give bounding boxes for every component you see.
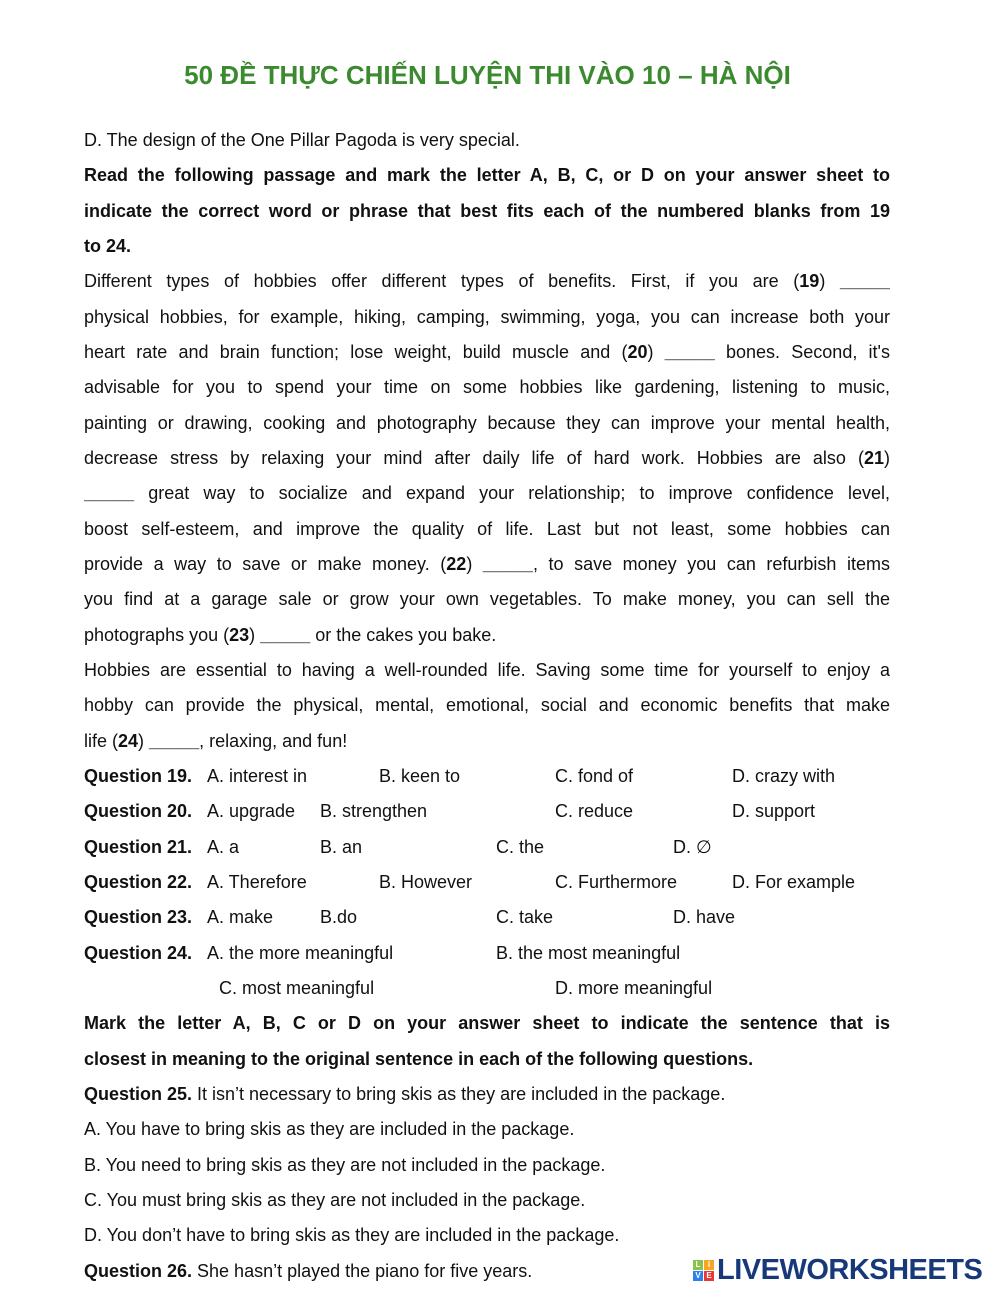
option-d[interactable]: D. You don’t have to bring skis as they are included in the package. [84,1225,620,1246]
answer-blank[interactable]: _____ [482,553,533,574]
passage-line [84,370,890,405]
passage-text: physical hobbies, for example, hiking, camping, swimming, yoga, you can increase both your [84,306,890,327]
option-c[interactable]: C. the [496,836,545,857]
passage-text: life ( [84,730,119,751]
question-text: It isn’t necessary to bring skis as they are included in the package. [192,1083,726,1104]
option-a[interactable]: A. upgrade [207,801,296,822]
option-a[interactable]: A. You have to bring skis as they are included in the package. [84,1119,575,1140]
passage-text: decrease stress by relaxing your mind after daily life of hard work. Hobbies are also ( [84,447,864,468]
passage-text: , to save money you can refurbish items [532,553,890,574]
blank-number: 22 [446,553,467,574]
option-d[interactable]: D. ∅ [673,836,712,857]
logo-tile: I [704,1260,714,1270]
question-22 [84,865,890,900]
passage-line [84,300,890,335]
option-c[interactable]: C. fond of [555,765,634,786]
instruction-line: Read the following passage and mark the letter A, B, C, or D on your answer sheet to [84,165,890,186]
passage-text: ) [138,730,150,751]
worksheet-body [84,123,890,1289]
liveworksheets-logo[interactable] [693,1254,982,1287]
logo-tiles-icon [693,1260,714,1281]
passage-text: Hobbies are essential to having a well-rounded life. Saving some time for yourself to enjoy a [84,659,890,680]
option-a[interactable]: A. a [207,836,240,857]
instruction-line: closest in meaning to the original sentence in each of the following questions. [84,1048,754,1069]
question-23 [84,900,890,935]
logo-tile: E [704,1271,714,1281]
page-title: 50 ĐỀ THỰC CHIẾN LUYỆN THI VÀO 10 – HÀ NỘI [184,60,791,90]
question-25 [84,1077,890,1112]
instruction-line: Mark the letter A, B, C or D on your answer sheet to indicate the sentence that is [84,1013,890,1034]
blank-number: 23 [229,624,250,645]
option-a[interactable]: A. interest in [207,765,308,786]
passage-line [84,335,890,370]
instruction-line: to 24. [84,235,132,256]
option-a[interactable]: A. the more meaningful [207,942,394,963]
option-d[interactable]: D. crazy with [732,765,836,786]
passage-text: heart rate and brain function; lose weight, build muscle and ( [84,341,628,362]
option-b[interactable]: B. strengthen [320,801,428,822]
passage-line [84,653,890,688]
option-d[interactable]: D. have [673,907,736,928]
passage-text: , relaxing, and fun! [199,730,348,751]
passage-text: ) [819,271,840,292]
question-20 [84,794,890,829]
passage-line [84,688,890,723]
passage-text: Different types of hobbies offer different types of benefits. First, if you are ( [84,271,800,292]
option-c[interactable]: C. Furthermore [555,871,678,892]
option-a[interactable]: A. make [207,907,274,928]
question-24 [84,936,890,971]
passage-text: boost self-esteem, and improve the quality of life. Last but not least, some hobbies can [84,518,890,539]
logo-text: LIVEWORKSHEETS [717,1254,983,1286]
passage-text: advisable for you to spend your time on some hobbies like gardening, listening to music, [84,377,890,398]
passage-line [84,406,890,441]
question-label: Question 24. [84,942,193,963]
option-d[interactable]: D. more meaningful [555,977,713,998]
question-label: Question 19. [84,765,193,786]
passage-line [84,724,890,759]
instruction-line: indicate the correct word or phrase that best fits each of the numbered blanks from 19 [84,200,890,221]
passage-line [84,512,890,547]
answer-blank[interactable]: _____ [839,271,890,292]
answer-blank[interactable]: _____ [260,624,311,645]
passage-text: hobby can provide the physical, mental, emotional, social and economic benefits that make [84,695,890,716]
option-c[interactable]: C. reduce [555,801,634,822]
option-c[interactable]: C. take [496,907,554,928]
question-label: Question 21. [84,836,193,857]
passage-line [84,582,890,617]
option-b[interactable]: B. the most meaningful [496,942,681,963]
question-text: She hasn’t played the piano for five years. [192,1260,533,1281]
option-d[interactable]: D. For example [732,871,856,892]
logo-tile: V [693,1271,703,1281]
passage-text: provide a way to save or make money. ( [84,553,447,574]
passage-line [84,476,890,511]
option-d[interactable]: D. support [732,801,816,822]
passage-text: bones. Second, it's [714,341,890,362]
question-label: Question 20. [84,801,193,822]
question-21 [84,830,890,865]
passage-text: ) [647,341,665,362]
passage-text: you find at a garage sale or grow your own vegetables. To make money, you can sell the [84,589,890,610]
question-label: Question 25. [84,1083,193,1104]
passage-text: great way to socialize and expand your relationship; to improve confidence level, [134,483,890,504]
blank-number: 19 [799,271,820,292]
passage-text: or the cakes you bake. [310,624,497,645]
option-a[interactable]: A. Therefore [207,871,307,892]
blank-number: 20 [627,341,648,362]
option-c[interactable]: C. You must bring skis as they are not included in the package. [84,1189,586,1210]
question-24-continued [84,971,890,1006]
answer-blank[interactable]: _____ [149,730,200,751]
option-c[interactable]: C. most meaningful [219,977,375,998]
blank-number: 21 [863,447,884,468]
passage [84,264,890,759]
passage-text: ) [884,447,890,468]
question-label: Question 22. [84,871,193,892]
option-b[interactable]: B. You need to bring skis as they are not included in the package. [84,1154,606,1175]
passage-text: photographs you ( [84,624,230,645]
answer-blank[interactable]: _____ [664,341,715,362]
passage-text: painting or drawing, cooking and photography because they can improve your mental health, [84,412,890,433]
question-label: Question 26. [84,1260,193,1281]
option-b[interactable]: B. an [320,836,363,857]
passage-text: ) [466,553,483,574]
option-b[interactable]: B.do [320,907,358,928]
option-b[interactable]: B. keen to [379,765,461,786]
passage-line [84,618,890,653]
blank-number: 24 [118,730,139,751]
passage-line [84,264,890,299]
question-label: Question 23. [84,907,193,928]
answer-blank[interactable]: _____ [84,483,135,504]
option-b[interactable]: B. However [379,871,473,892]
previous-option-line: D. The design of the One Pillar Pagoda is very special. [84,130,520,150]
question-19 [84,759,890,794]
passage-line [84,441,890,476]
passage-line [84,547,890,582]
passage-text: ) [249,624,261,645]
logo-tile: L [693,1260,703,1270]
